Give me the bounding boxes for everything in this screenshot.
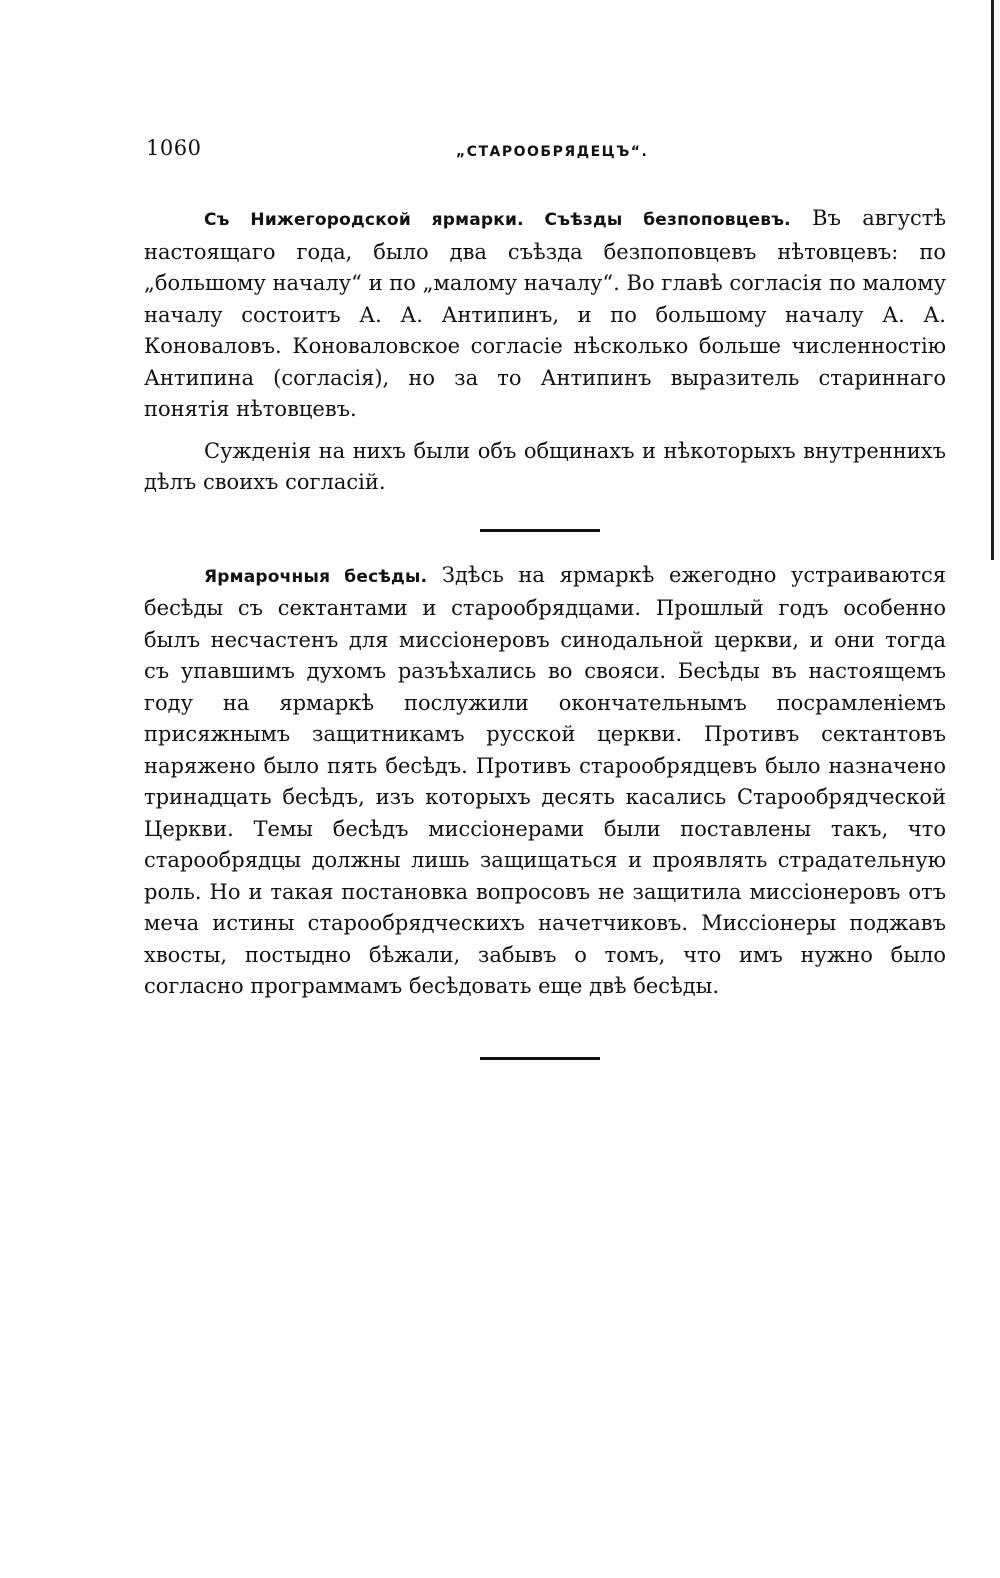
page-number: 1060: [146, 136, 202, 160]
section-1-title: Съ Нижегородской ярмарки. Съѣзды безпоповцевъ.: [204, 210, 791, 230]
running-title: „СТАРООБРЯДЕЦЪ“.: [456, 144, 649, 160]
section-2-title: Ярмарочныя бесѣды.: [204, 566, 428, 587]
scan-edge-bar: [991, 0, 994, 560]
section-1-paragraph-1-text: Въ августѣ настоящаго года, было два съѣзда безпоповцевъ нѣтовцевъ: по „большому началу“ и по „малому началу“. Во главѣ согласія по малому началу состоитъ А. А. Антипинъ, и по большому началу А. А. Коноваловъ. Коноваловское согласіе нѣсколько больше численностію Антипина (согласія), но за то Антипинъ выразитель стариннаго понятія нѣтовцевъ.: [144, 206, 946, 421]
section-2-paragraph-1: [144, 560, 946, 1003]
end-divider: [480, 1057, 600, 1060]
section-divider: [480, 529, 600, 532]
section-1-paragraph-2: Сужденія на нихъ были объ общинахъ и нѣкоторыхъ внутреннихъ дѣлъ своихъ согласій.: [144, 438, 946, 494]
section-2-paragraph-1-text: Здѣсь на ярмаркѣ ежегодно устраиваются бесѣды съ сектантами и старообрядцами. Прошлый годъ особенно былъ несчастенъ для миссіонеровъ синодальной церкви, и они тогда съ упавшимъ духомъ разъѣхались во свояси. Бесѣды въ настоящемъ году на ярмаркѣ послужили окончательнымъ посрамленіемъ присяжнымъ защитникамъ русской церкви. Противъ сектантовъ наряжено было пять бесѣдъ. Противъ старообрядцевъ было назначено тринадцать бесѣдъ, изъ которыхъ десять касались Старообрядческой Церкви. Темы бесѣдъ миссіонерами были поставлены такъ, что старообрядцы должны лишь защищаться и проявлять страдательную роль. Но и такая постановка вопросовъ не защитила миссіонеровъ отъ меча истины старообрядческихъ начетчиковъ. Миссіонеры поджавъ хвосты, постыдно бѣжали, забывъ о томъ, что имъ нужно было согласно программамъ бесѣдовать еще двѣ бесѣды.: [144, 562, 946, 998]
article-body: [144, 203, 946, 1088]
page-header: [146, 136, 946, 166]
section-1-paragraph-1: [144, 203, 946, 426]
